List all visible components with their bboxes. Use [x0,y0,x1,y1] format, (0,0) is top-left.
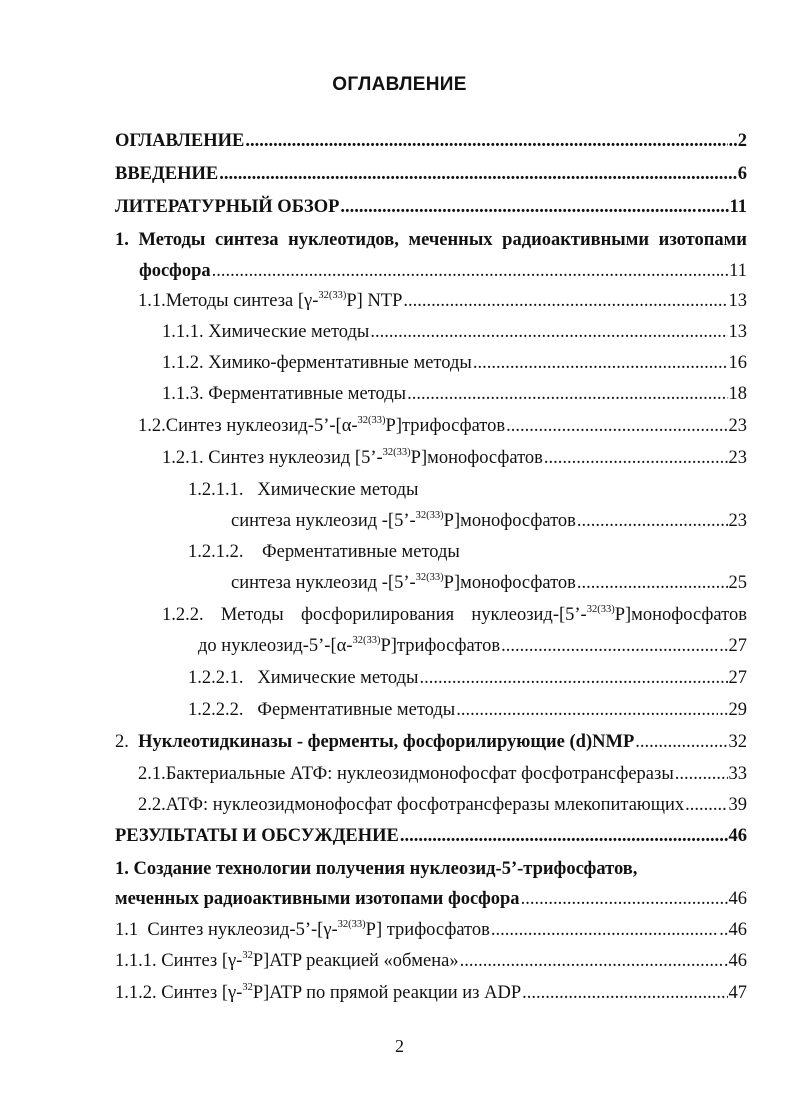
toc-page-number: 13 [728,291,747,311]
toc-word: меченных [408,230,493,250]
toc-leader-dots [403,286,727,316]
toc-word: радиоактивными [502,230,649,250]
toc-leader-dots [400,821,700,851]
toc-entry-1-2[interactable] [138,411,747,441]
toc-page-number: 47 [728,983,747,1003]
toc-leader-dots [456,695,718,725]
toc-leader-dots [577,506,728,536]
toc-entry-1-2-1-1-line2[interactable] [231,506,747,536]
toc-entry-text: ОГЛАВЛЕНИЕ [115,131,245,151]
toc-word: нуклеотидов, [288,230,399,250]
toc-leader-dots [506,411,727,441]
toc-entry-introduction[interactable] [115,159,747,189]
toc-word: фосфорилирования [300,605,455,625]
toc-word: нуклеозид-[5’-$^{32(33)}$P]монофосфатов [471,603,747,625]
toc-entry-text: РЕЗУЛЬТАТЫ И ОБСУЖДЕНИЕ [115,826,399,846]
toc-leader-dots [501,631,718,661]
toc-entry-text: до нуклеозид-5’-[α-$^{32(33)}$P]трифосфатов [198,634,501,656]
toc-page-number: 16 [728,353,747,373]
toc-page-number: .......11 [697,197,747,217]
toc-entry-text: 2. Нуклеотидкиназы - ферменты, фосфорилирующие (d)NMP [115,732,635,752]
toc-page-number: ..11 [719,261,747,281]
page-title: ОГЛАВЛЕНИЕ [332,74,467,95]
toc-entry-text: 1.1.Методы синтеза [γ-$^{32(33)}$P] NTP [138,289,403,311]
toc-entry-2-2[interactable] [138,790,747,820]
toc-page-number: .46 [723,951,747,971]
toc-entry-text: синтеза нуклеозид -[5’-$^{32(33)}$P]монофосфатов [231,571,576,593]
toc-entry-1-1-1[interactable] [162,317,747,347]
toc-entry-section-1-line1[interactable] [115,225,747,255]
toc-entry-text: 1.2.2.2. Ферментативные методы [188,700,456,720]
toc-leader-dots [340,192,696,222]
toc-page-number: 6 [737,164,747,184]
toc-entry-1-1-2[interactable] [162,348,747,378]
toc-entry-section-1-line2[interactable] [139,256,747,286]
toc-entry-section-2[interactable] [115,727,747,757]
toc-leader-dots [212,256,719,286]
toc-entry-1-2-2-line2[interactable] [198,631,747,661]
toc-word: Методы [138,230,206,250]
toc-entry-text: 1.1.1. Синтез [γ-$^{32}$P]ATP реакцией «обмена» [115,949,459,971]
toc-page-number: 27 [728,668,747,688]
toc-leader-dots [407,379,727,409]
toc-entry-text: ЛИТЕРАТУРНЫЙ ОБЗОР [115,197,340,217]
toc-entry-text: меченных радиоактивными изотопами фосфора [115,889,520,909]
toc-entry-literature-review[interactable] [115,192,747,222]
toc-page-number: 23 [728,416,747,436]
toc-leader-dots [544,443,728,473]
toc-page-number: 23 [728,511,747,531]
toc-leader-dots [460,946,723,976]
toc-entry-1-2-2-1[interactable] [188,663,747,693]
toc-page-number: 25 [728,573,747,593]
toc-word: 1.2.2. [162,605,204,625]
toc-entry-text: 1.1.1. Химические методы [162,322,370,342]
toc-entry-1-2-2-2[interactable] [188,695,747,725]
toc-leader-dots [219,159,737,189]
toc-leader-dots [635,727,727,757]
toc-word: синтеза [214,230,279,250]
toc-leader-dots [521,884,728,914]
toc-entry-1-2-1[interactable] [162,443,747,473]
toc-entry-1-2-2-line1[interactable] [162,600,747,630]
toc-page-number: 39 [728,795,747,815]
toc-entry-text: 2.2.АТФ: нуклеозидмонофосфат фосфотрансферазы млекопитающих [138,795,685,815]
toc-entry-results-1-1[interactable] [115,915,747,945]
toc-leader-dots [491,915,718,945]
toc-leader-dots [577,568,728,598]
toc-entry-2-1[interactable] [138,759,747,789]
toc-leader-dots [370,317,727,347]
page-number: 2 [395,1036,404,1056]
toc-page-number: ..29 [719,700,747,720]
toc-entry-results-1-1-2[interactable] [115,978,747,1008]
toc-entry-text: 1.2.2.1. Химические методы [188,668,419,688]
toc-page-number: 46 [728,889,747,909]
toc-entry-1-2-1-2-line1[interactable]: 1.2.1.2. Ферментативные методы [188,542,460,562]
toc-leader-dots [675,759,728,789]
toc-page-number: 13 [728,322,747,342]
toc-entry-1-1[interactable] [138,286,747,316]
toc-leader-dots [419,663,727,693]
toc-entry-text: 1.1.3. Ферментативные методы [162,384,407,404]
toc-entry-text: 1.2.Синтез нуклеозид-5’-[α-$^{32(33)}$P]трифосфатов [138,414,506,436]
toc-leader-dots [522,978,727,1008]
toc-page-number: 33 [728,764,747,784]
toc-entry-results-1-1-1[interactable] [115,946,747,976]
toc-entry-number: 1. [115,230,129,250]
toc-word: изотопами [658,230,747,250]
toc-page-number: 32 [728,732,747,752]
toc-entry-1-2-1-2-line2[interactable] [231,568,747,598]
toc-entry-results-1-line1[interactable]: 1. Создание технологии получения нуклеозид-5’-трифосфатов, [115,859,638,879]
toc-entry-text: фосфора [139,261,211,281]
toc-page-number: ......46 [700,826,747,846]
toc-leader-dots [473,348,728,378]
toc-entry-text: 1.1 Синтез нуклеозид-5’-[γ-$^{32(33)}$P] трифосфатов [115,918,490,940]
toc-leader-dots [685,790,727,820]
toc-entry-contents[interactable] [115,126,747,156]
toc-entry-text: ВВЕДЕНИЕ [115,164,219,184]
toc-entry-text: синтеза нуклеозид -[5’-$^{32(33)}$P]монофосфатов [231,509,576,531]
toc-page-number: 18 [728,384,747,404]
toc-page-number: 23 [728,448,747,468]
toc-entry-1-2-1-1-line1[interactable]: 1.2.1.1. Химические методы [188,480,419,500]
toc-entry-text: 1.2.1. Синтез нуклеозид [5’-$^{32(33)}$P]монофосфатов [162,446,543,468]
toc-page-number: ..46 [719,920,747,940]
toc-entry-text: 2.1.Бактериальные АТФ: нуклеозидмонофосфат фосфотрансферазы [138,764,674,784]
toc-word: Методы [220,605,284,625]
toc-entry-results-1-line2[interactable] [115,884,747,914]
toc-entry-text: 1.1.2. Синтез [γ-$^{32}$P]ATP по прямой реакции из ADP [115,981,522,1003]
toc-leader-dots [245,126,727,156]
toc-entry-1-1-3[interactable] [162,379,747,409]
toc-entry-results[interactable] [115,821,747,851]
toc-entry-text: 1.1.2. Химико-ферментативные методы [162,353,472,373]
toc-page-number: ..27 [719,636,747,656]
toc-page-number: ..2 [728,131,747,151]
